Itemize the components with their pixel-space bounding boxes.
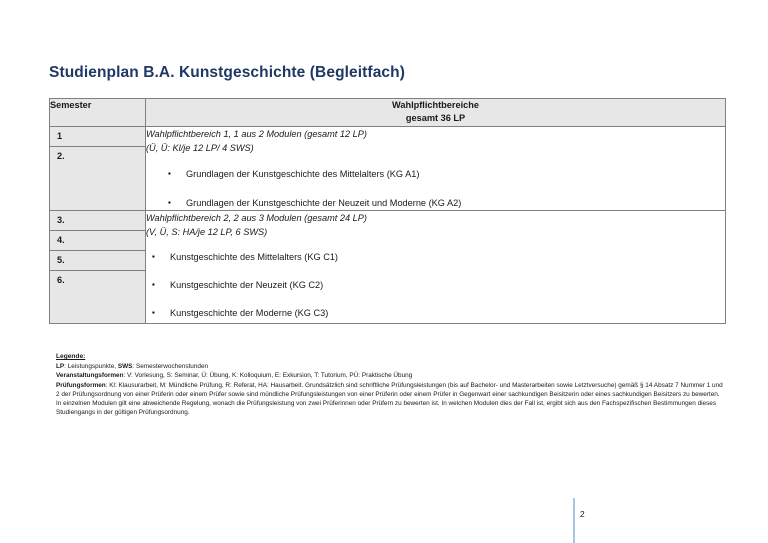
wahlpflicht-header-line2: gesamt 36 LP <box>405 113 466 124</box>
block1-heading <box>146 127 725 156</box>
legend-title: Legende: <box>56 353 86 360</box>
list-item <box>146 280 725 292</box>
module-label: Grundlagen der Kunstgeschichte des Mittelalters (KG A1) <box>186 169 420 180</box>
page-title: Studienplan B.A. Kunstgeschichte (Begleitfach) <box>49 64 405 81</box>
legend-pruefungsformen-text: : Kl: Klausurarbeit, M: Mündliche Prüfung, R: Referat, HA: Hausarbeit. Grundsätzlich sind schriftliche Prüfungsleistungen (bis auf Bachelor- und Masterarbeiten sowie Letztversuche) gemäß § 14 Absatz 7 Nummer 1 und 2 der Prüfungsordnung von einer Prüferin oder einem Prüfer sowie sind mündliche Prüfungsleistungen von einer Prüferin oder einem Prüfer in Gegenwart einer sachkundigen Beisitzerin oder eines sachkundigen Beisitzers zu bewerten. In einzelnen Modulen gilt eine abweichende Regelung, wonach die Prüfungsleistung von zwei Prüferinnen oder Prüfern zu bewerten ist. In welchen Modulen dies der Fall ist, ergibt sich aus den Fachspezifischen Bestimmungen dieses Studiengangs in der gültigen Prüfungsordnung. <box>56 381 723 416</box>
semester-item: 2. <box>50 147 145 166</box>
list-item <box>146 252 725 264</box>
wahlpflichtbereich-2-cell <box>146 211 726 324</box>
column-header-semester: Semester <box>50 99 146 127</box>
semester-cell-block2 <box>50 211 146 324</box>
list-item <box>146 198 725 210</box>
studienplan-table <box>49 98 726 324</box>
semester-item: 3. <box>50 211 145 231</box>
legend-section <box>56 352 724 417</box>
semester-item: 4. <box>50 231 145 251</box>
legend-line-abbreviations <box>56 362 724 371</box>
bullet-square-icon: ▪ <box>152 251 155 261</box>
block1-module-list <box>146 169 725 210</box>
bullet-square-icon: ▪ <box>168 169 171 179</box>
legend-pruefungsformen-label: Prüfungsformen <box>56 381 106 389</box>
table-row <box>50 211 726 324</box>
legend-lp-text: : Leistungspunkte, <box>64 363 118 371</box>
bullet-square-icon: ▪ <box>152 279 155 289</box>
legend-sws-label: SWS <box>117 363 133 371</box>
block2-heading <box>146 211 725 240</box>
legend-paragraph-pruefungsformen <box>56 381 724 417</box>
semester-item: 1 <box>50 127 145 147</box>
block2-module-list <box>146 252 725 320</box>
bullet-square-icon: ▪ <box>168 198 171 208</box>
table-row <box>50 126 726 210</box>
legend-line-veranstaltungsformen <box>56 371 724 380</box>
legend-lp-label: LP <box>56 363 65 371</box>
table-header-row <box>50 99 726 127</box>
block1-heading-line2: (Ü, Ü: Kl/je 12 LP/ 4 SWS) <box>146 142 254 153</box>
semester-item: 6. <box>50 271 145 290</box>
page-number: 2 <box>580 509 585 519</box>
wahlpflicht-header-line1: Wahlpflichtbereiche <box>392 100 479 110</box>
legend-sws-text: : Semesterwochenstunden <box>132 363 209 371</box>
list-item <box>146 169 725 181</box>
footer-divider <box>573 498 575 543</box>
module-label: Grundlagen der Kunstgeschichte der Neuzeit und Moderne (KG A2) <box>186 198 462 209</box>
block1-heading-line1: Wahlpflichtbereich 1, 1 aus 2 Modulen (gesamt 12 LP) <box>146 128 367 139</box>
legend-veranstaltungsformen-text: : V: Vorlesung, S: Seminar, Ü: Übung, K: Kolloquium, E: Exkursion, T: Tutorium, PÜ: Praktische Übung <box>123 372 413 380</box>
column-header-wahlpflichtbereiche <box>146 99 726 127</box>
wahlpflichtbereich-1-cell <box>146 126 726 210</box>
module-label: Kunstgeschichte der Moderne (KG C3) <box>170 307 329 318</box>
block2-heading-line1: Wahlpflichtbereich 2, 2 aus 3 Modulen (gesamt 24 LP) <box>146 213 367 224</box>
semester-item: 5. <box>50 251 145 271</box>
semester-cell-block1 <box>50 126 146 210</box>
list-item <box>146 308 725 320</box>
block2-heading-line2: (V, Ü, S: HA/je 12 LP, 6 SWS) <box>146 227 268 238</box>
module-label: Kunstgeschichte der Neuzeit (KG C2) <box>170 279 324 290</box>
legend-veranstaltungsformen-label: Veranstaltungsformen <box>56 372 124 380</box>
module-label: Kunstgeschichte des Mittelalters (KG C1) <box>170 251 338 262</box>
bullet-square-icon: ▪ <box>152 307 155 317</box>
